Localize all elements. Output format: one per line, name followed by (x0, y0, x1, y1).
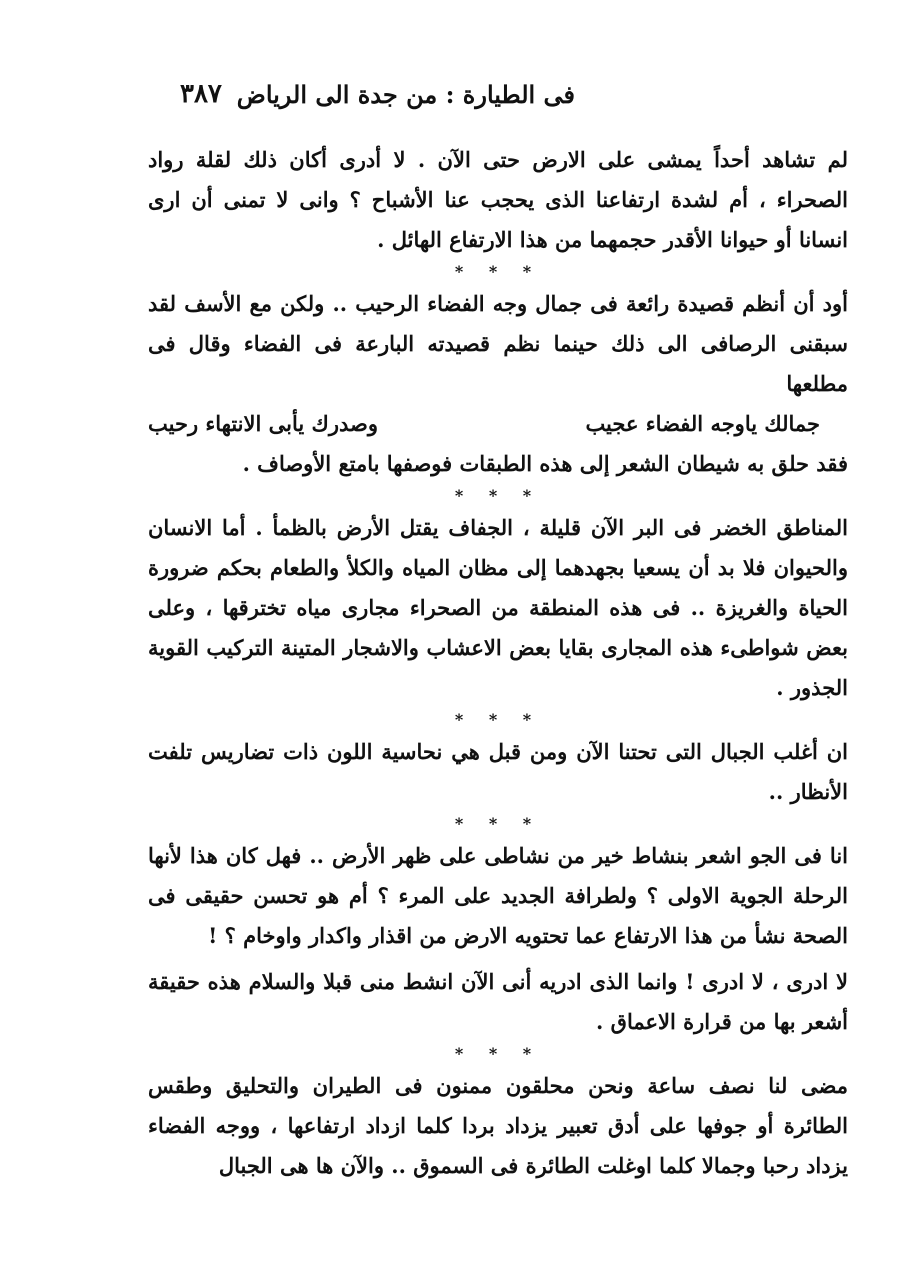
poem-verse (148, 404, 848, 444)
section-separator: * * * (454, 710, 542, 729)
verse-first-hemistich: جمالك ياوجه الفضاء عجيب (585, 411, 820, 436)
page-number: ٣٨٧ (180, 79, 222, 109)
paragraph-5: ان أغلب الجبال التى تحتنا الآن ومن قبل هي نحاسية اللون ذات تضاريس تلفت الأنظار .. (148, 739, 848, 804)
page-header (180, 72, 575, 116)
paragraph-6: انا فى الجو اشعر بنشاط خير من نشاطى على ظهر الأرض .. فهل كان هذا لأنها الرحلة الجوية الاولى ؟ ولطرافة الجديد على المرء ؟ أم هو تحسن حقيقى فى الصحة نشأ من هذا الارتفاع عما تحتويه الارض من اقذار واكدار واوخام ؟ ! (148, 843, 848, 948)
body-text (148, 140, 848, 1186)
paragraph-2: أود أن أنظم قصيدة رائعة فى جمال وجه الفضاء الرحيب .. ولكن مع الأسف لقد سبقنى الرصافى الى ذلك حينما نظم قصيدته البارعة فى الفضاء وقال فى مطلعها (148, 291, 848, 396)
section-separator: * * * (454, 1044, 542, 1063)
paragraph-8: مضى لنا نصف ساعة ونحن محلقون ممنون فى الطيران والتحليق وطقس الطائرة أو جوفها على أدق تعبير يزداد بردا كلما ازداد ارتفاعها ، ووجه الفضاء يزداد رحبا وجمالا كلما اوغلت الطائرة فى السموق .. والآن ها هى الجبال (148, 1073, 848, 1178)
verse-second-hemistich: وصدرك يأبى الانتهاء رحيب (148, 411, 378, 436)
running-title: فى الطيارة : من جدة الى الرياض (236, 79, 575, 109)
section-separator: * * * (454, 486, 542, 505)
paragraph-1: لم تشاهد أحداً يمشى على الارض حتى الآن . لا أدرى أكان ذلك لقلة رواد الصحراء ، أم لشدة ارتفاعنا الذى يحجب عنا الأشباح ؟ وانى لا تمنى أن ارى انسانا أو حيوانا الأقدر حجمهما من هذا الارتفاع الهائل . (148, 147, 848, 252)
paragraph-3: فقد حلق به شيطان الشعر إلى هذه الطبقات فوصفها بامتع الأوصاف . (242, 451, 848, 476)
paragraph-7: لا ادرى ، لا ادرى ! وانما الذى ادريه أنى الآن انشط منى قبلا والسلام هذه حقيقة أشعر بها من قرارة الاعماق . (148, 969, 848, 1034)
section-separator: * * * (454, 814, 542, 833)
section-separator: * * * (454, 262, 542, 281)
paragraph-4: المناطق الخضر فى البر الآن قليلة ، الجفاف يقتل الأرض بالظمأ . أما الانسان والحيوان فلا بد أن يسعيا بجهدهما إلى مظان المياه والكلأ والطعام بحكم ضرورة الحياة والغريزة .. فى هذه المنطقة من الصحراء مجارى مياه تخترقها ، وعلى بعض شواطىء هذه المجارى بقايا بعض الاعشاب والاشجار المتينة التركيب القوية الجذور . (148, 515, 848, 700)
